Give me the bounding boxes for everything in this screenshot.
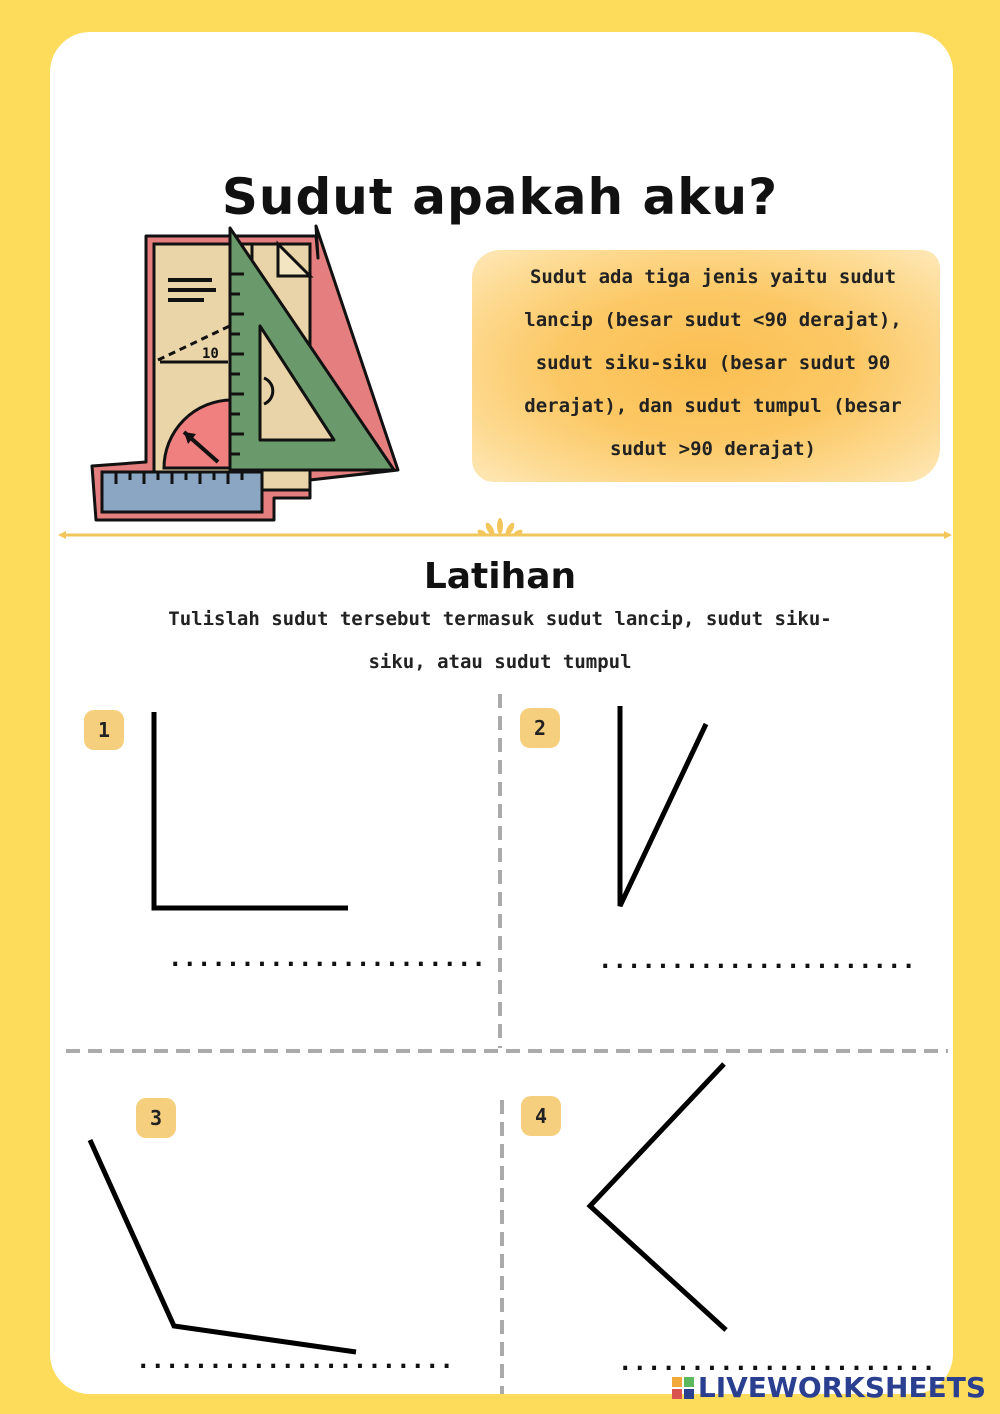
item-number-badge-4: 4 <box>521 1096 561 1136</box>
brand-logo <box>672 1371 986 1404</box>
answer-blank-1[interactable]: ...................... <box>168 944 486 972</box>
page-title: Sudut apakah aku? <box>221 168 779 226</box>
item-number-badge-3: 3 <box>136 1098 176 1138</box>
info-text: Sudut ada tiga jenis yaitu sudut lancip (besar sudut <90 derajat), sudut siku-siku (besar sudut 90 derajat), dan sudut tumpul (besar sudut >90 derajat) <box>524 266 902 460</box>
answer-blank-2[interactable]: ...................... <box>598 946 916 974</box>
answer-blank-3[interactable]: ...................... <box>136 1346 454 1374</box>
item-number-badge-1: 1 <box>84 710 124 750</box>
angle-figure-4 <box>578 1056 738 1338</box>
answer-blank-4[interactable]: ...................... <box>618 1348 936 1376</box>
item-number-badge-2: 2 <box>520 708 560 748</box>
brand-text: LIVEWORKSHEETS <box>697 1371 986 1404</box>
angle-figure-1 <box>140 706 360 918</box>
exercise-instruction: Tulislah sudut tersebut termasuk sudut lancip, sudut siku-siku, atau sudut tumpul <box>168 608 832 673</box>
angle-figure-2 <box>606 700 716 914</box>
exercise-heading: Latihan <box>423 556 577 597</box>
ruler-label: 10 <box>202 346 219 362</box>
angle-figure-3 <box>80 1130 370 1366</box>
brand-mark-icon <box>672 1377 694 1399</box>
